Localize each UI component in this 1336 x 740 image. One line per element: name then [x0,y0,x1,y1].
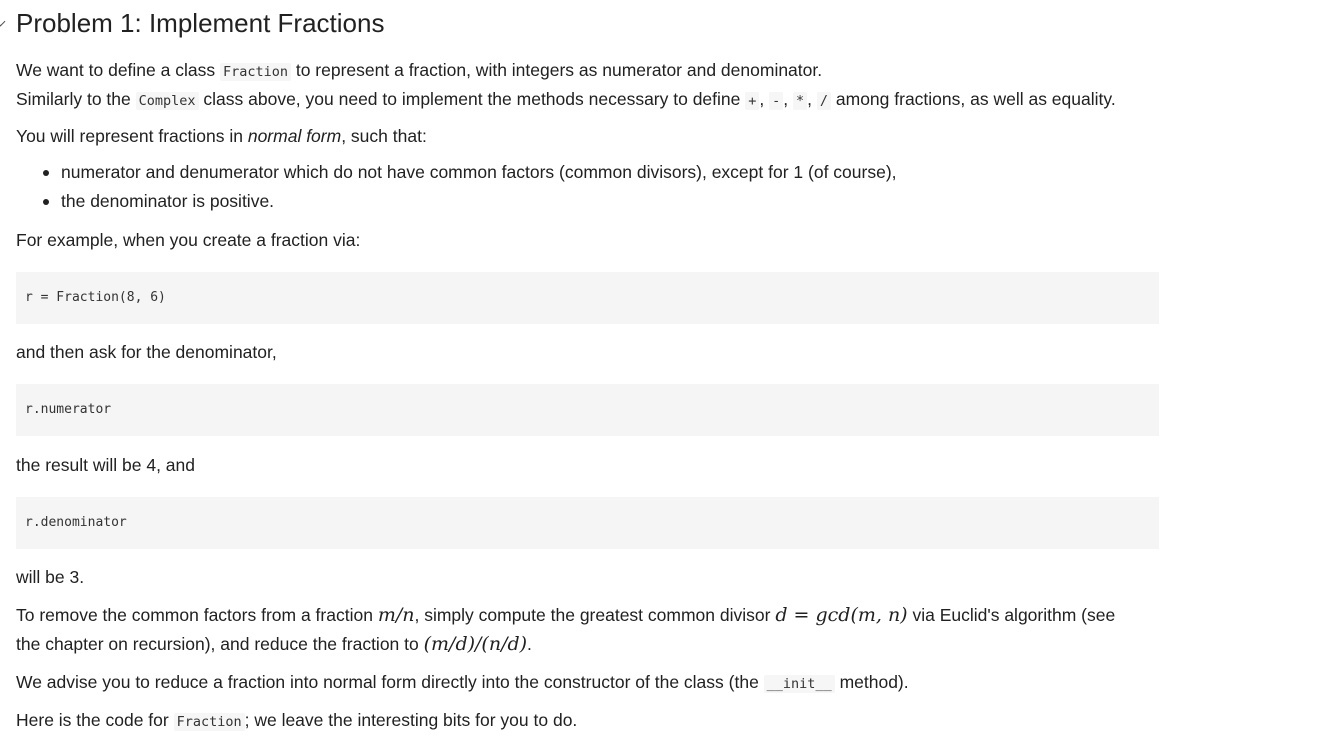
collapse-caret-icon[interactable] [0,17,5,27]
remove-factors-line-2: the chapter on recursion), and reduce the fraction to (m/d)/(n/d). [16,633,532,655]
list-item: numerator and denumerator which do not have common factors (common divisors), except for 1 (of course), [16,158,897,187]
ask-denominator-text: and then ask for the denominator, [16,342,277,362]
inline-code-plus: + [745,92,759,110]
inline-code-init: __init__ [764,675,835,693]
problem-heading: Problem 1: Implement Fractions [16,8,385,38]
normal-form-paragraph: You will represent fractions in normal form, such that: [16,126,427,146]
example-intro: For example, when you create a fraction via: [16,230,361,250]
intro-line-2: Similarly to the Complex class above, you need to implement the methods necessary to define + , - , * , / among fractions, as well as equality. [16,89,1116,109]
math-m-over-n: m/n [377,604,415,626]
inline-code-minus: - [769,92,783,110]
normal-form-emphasis: normal form [247,126,342,146]
will-be-text: will be 3. [16,567,85,587]
inline-code-fraction: Fraction [220,63,291,81]
result-text: the result will be 4, and [16,455,195,475]
intro-line-1: We want to define a class Fraction to represent a fraction, with integers as numerator and denominator. [16,60,823,80]
code-block-numerator[interactable]: r.numerator [16,384,1159,436]
inline-code-times: * [793,92,807,110]
normal-form-list [16,158,897,216]
advise-paragraph: We advise you to reduce a fraction into normal form directly into the constructor of the class (the __init__ method). [16,672,909,692]
code-block-denominator[interactable]: r.denominator [16,497,1159,549]
math-reduced-fraction: (m/d)/(n/d) [423,633,528,655]
inline-code-complex: Complex [136,92,199,110]
inline-code-div: / [817,92,831,110]
list-item: the denominator is positive. [16,187,897,216]
math-gcd: d = gcd(m, n) [775,604,908,626]
here-paragraph: Here is the code for Fraction ; we leave the interesting bits for you to do. [16,710,578,730]
code-block-create[interactable]: r = Fraction(8, 6) [16,272,1159,324]
inline-code-fraction-2: Fraction [174,713,245,731]
remove-factors-line-1: To remove the common factors from a fraction m/n, simply compute the greatest common divisor d = gcd(m, n) via Euclid's algorithm (see [16,604,1116,626]
